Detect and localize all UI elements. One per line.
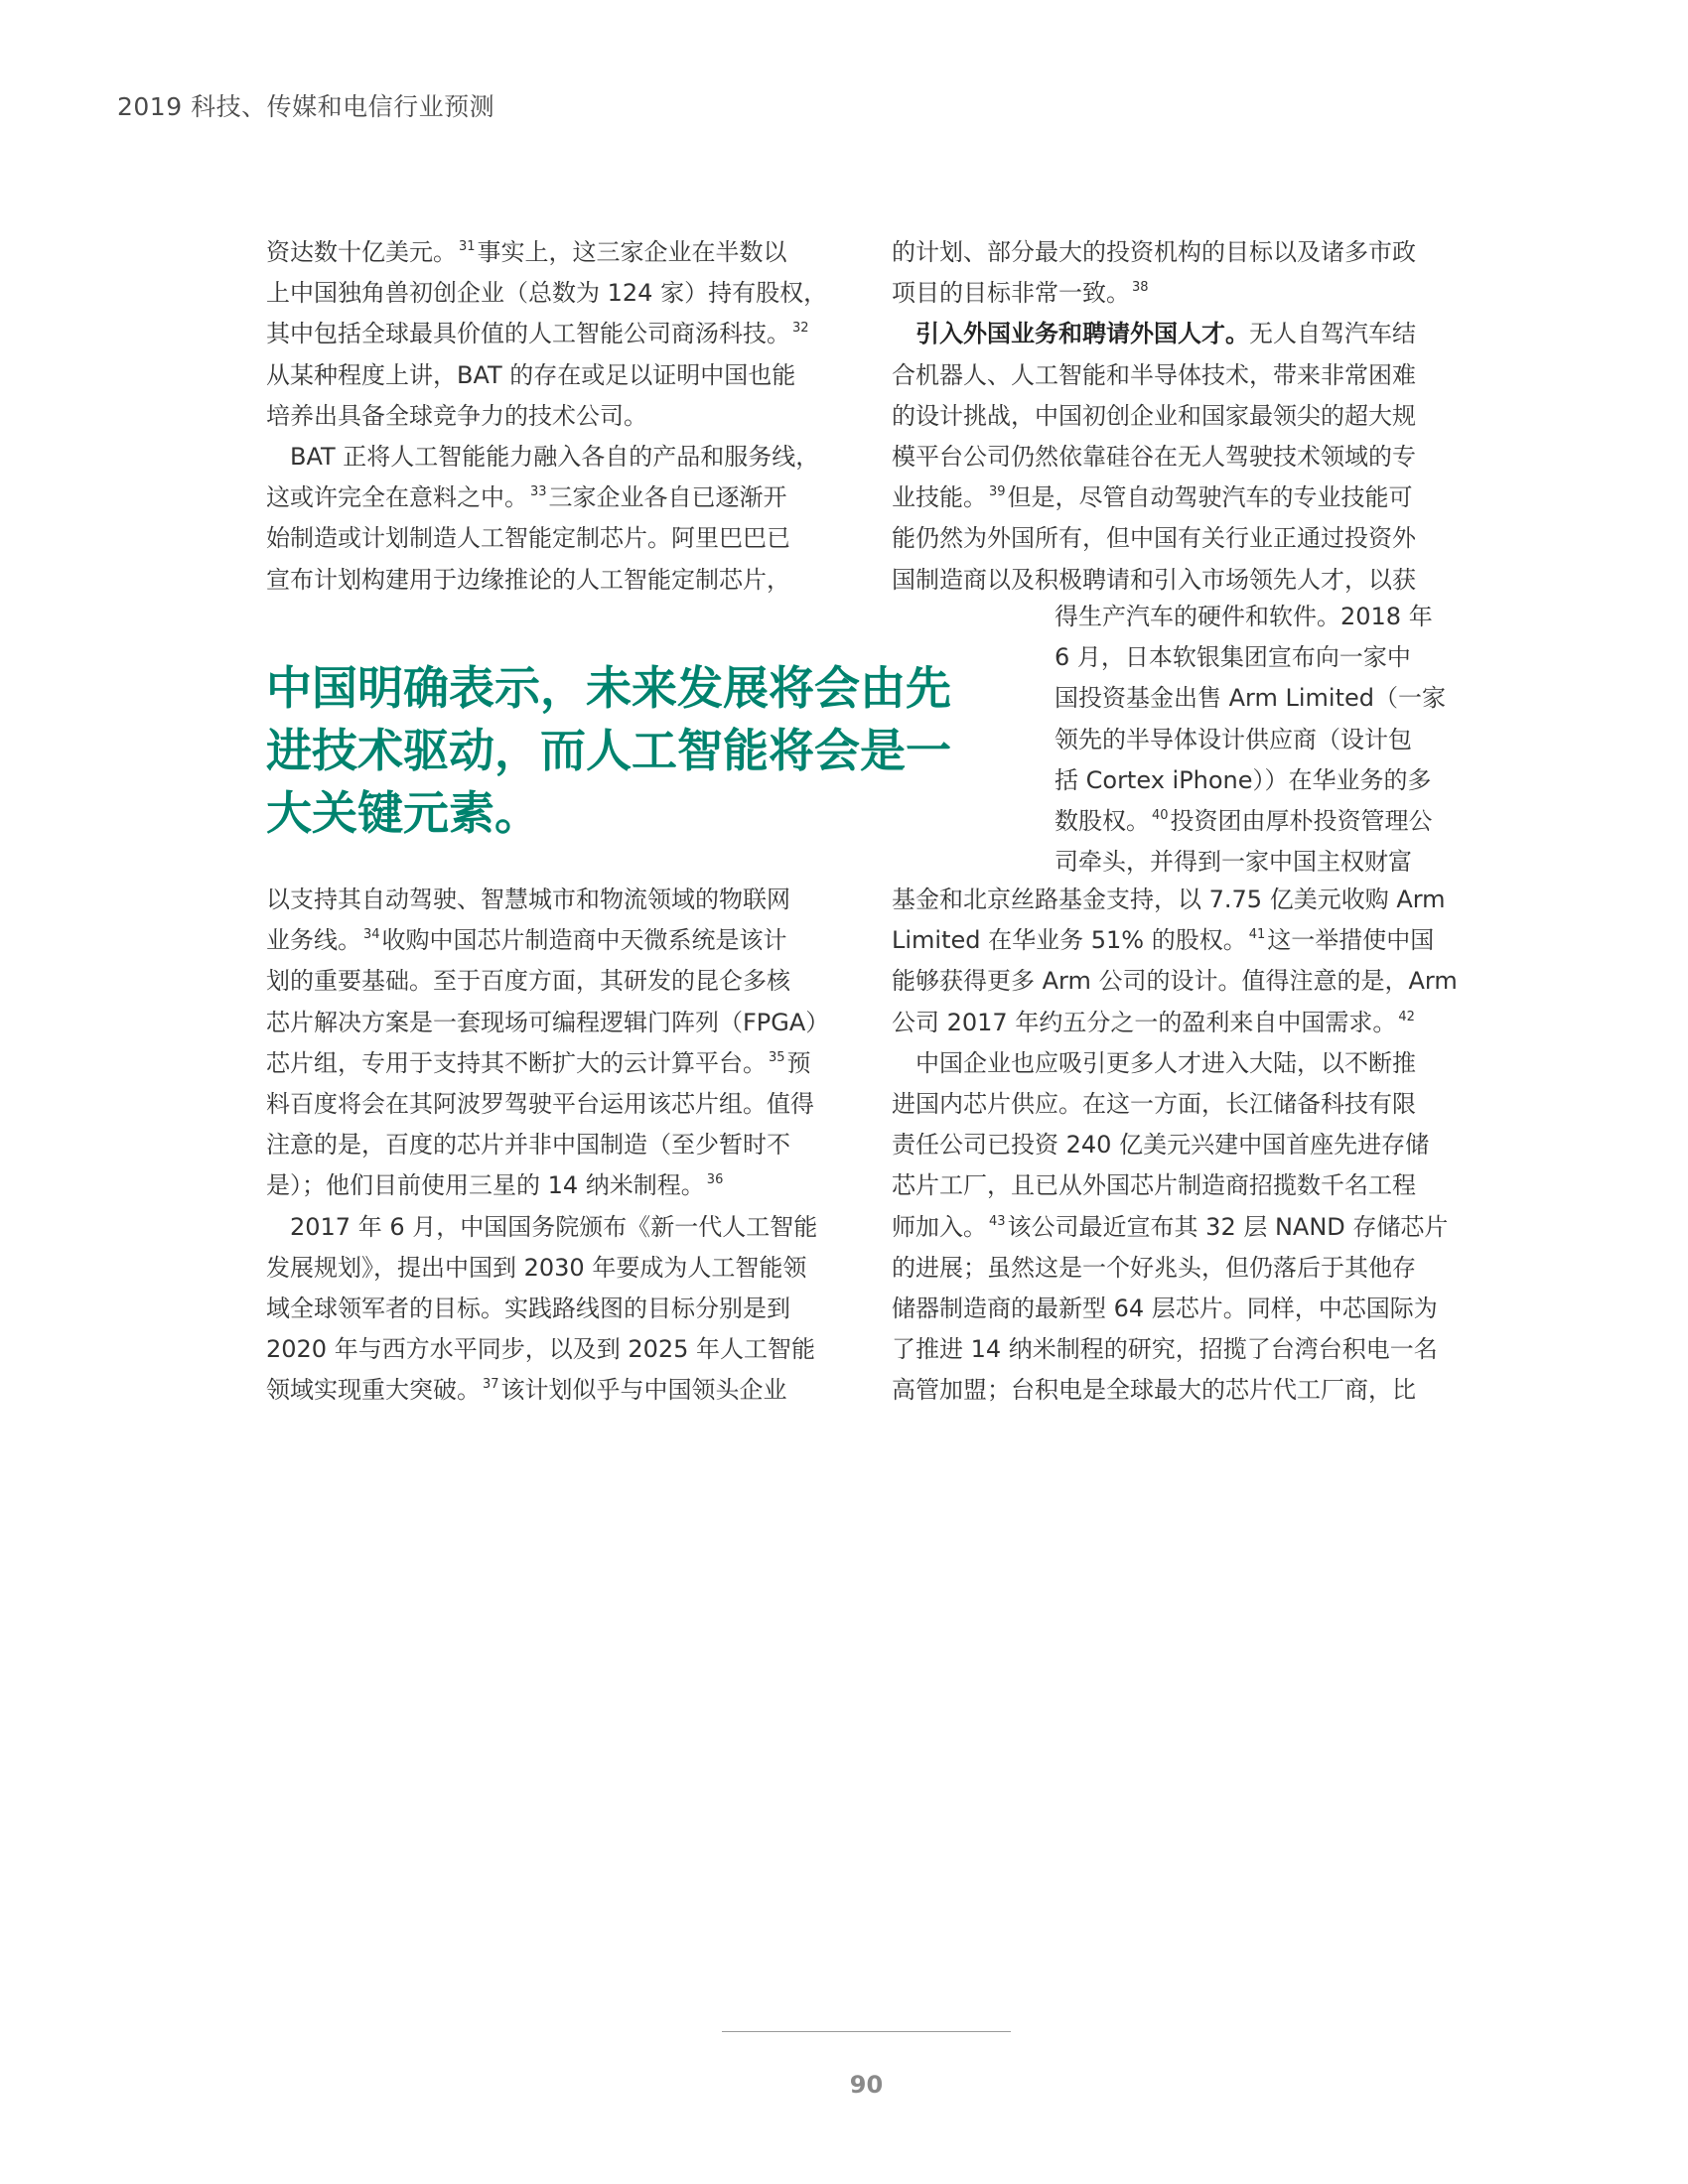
text-line: 公司 2017 年约五分之一的盈利来自中国需求。 $^{42}$ — [892, 1008, 1415, 1036]
text-line: 括 Cortex iPhone））在华业务的多 — [1055, 765, 1432, 794]
paragraph — [266, 1207, 842, 1412]
text-line: 模平台公司仍然依靠硅谷在无人驾驶技术领域的专 — [892, 443, 1416, 472]
footnote-ref: 39 — [989, 484, 1006, 500]
text-line: 合机器人、人工智能和半导体技术，带来非常困难 — [892, 360, 1416, 389]
page-number: 90 — [849, 2071, 884, 2099]
footnote-ref: 34 — [363, 927, 380, 943]
footnote-ref: 32 — [792, 321, 809, 337]
paragraph — [892, 880, 1468, 1043]
footnote-ref: 43 — [989, 1213, 1006, 1229]
footnote-ref: 40 — [1152, 808, 1169, 824]
footnote-ref: 33 — [530, 484, 547, 500]
text-line: 宣布计划构建用于边缘推论的人工智能定制芯片， — [266, 565, 790, 594]
footnote-ref: 38 — [1132, 280, 1149, 296]
text-line: 了推进 14 纳米制程的研究，招揽了台湾台积电一名 — [892, 1335, 1438, 1364]
paragraph — [892, 232, 1468, 314]
text-line: 资达数十亿美元。 $^{31}$事实上，这三家企业在半数以 — [266, 238, 787, 266]
text-line: 上中国独角兽初创企业（总数为 124 家）持有股权， — [266, 279, 828, 308]
text-line: 领域实现重大突破。 $^{37}$该计划似乎与中国领头企业 — [266, 1376, 787, 1405]
footnote-ref: 31 — [459, 239, 476, 254]
footnote-ref: 37 — [483, 1377, 499, 1393]
footer-divider — [722, 2031, 1011, 2032]
text-line: 域全球领军者的目标。实践路线图的目标分别是到 — [266, 1295, 790, 1323]
text-line: 司牵头，并得到一家中国主权财富 — [1055, 848, 1412, 877]
text-line: 业务线。 $^{34}$收购中国芯片制造商中天微系统是该计 — [266, 926, 787, 955]
left-column-lower — [266, 880, 842, 1412]
paragraph — [1055, 597, 1472, 883]
text-line: 从某种程度上讲，BAT 的存在或足以证明中国也能 — [266, 360, 796, 389]
right-column-narrow — [1055, 597, 1472, 883]
right-column-upper — [892, 232, 1468, 601]
text-line: 能仍然为外国所有，但中国有关行业正通过投资外 — [892, 524, 1416, 553]
paragraph-lead: 引入外国业务和聘请外国人才。 — [915, 320, 1249, 348]
text-line: 2020 年与西方水平同步，以及到 2025 年人工智能 — [266, 1335, 816, 1364]
footnote-ref: 41 — [1248, 927, 1266, 943]
pull-quote — [266, 657, 1021, 845]
text-line: 能够获得更多 Arm 公司的设计。值得注意的是，Arm — [892, 967, 1458, 996]
text-line: 师加入。 $^{43}$该公司最近宣布其 32 层 NAND 存储芯片 — [892, 1212, 1449, 1241]
text-line: 储器制造商的最新型 64 层芯片。同样，中芯国际为 — [892, 1295, 1438, 1323]
text-line: 6 月，日本软银集团宣布向一家中 — [1055, 643, 1411, 672]
text-line: 芯片工厂，且已从外国芯片制造商招揽数千名工程 — [892, 1171, 1416, 1200]
text-line: 进国内芯片供应。在这一方面，长江储备科技有限 — [892, 1090, 1416, 1119]
pull-quote-line: 进技术驱动，而人工智能将会是一 — [266, 724, 951, 777]
text-line: 是）；他们目前使用三星的 14 纳米制程。 $^{36}$ — [266, 1171, 724, 1200]
text-line: BAT 正将人工智能能力融入各自的产品和服务线， — [290, 443, 820, 472]
text-line: 其中包括全球最具价值的人工智能公司商汤科技。 $^{32}$ — [266, 320, 809, 348]
text-line: 始制造或计划制造人工智能定制芯片。阿里巴巴已 — [266, 524, 790, 553]
text-line: 国投资基金出售 Arm Limited（一家 — [1055, 684, 1446, 713]
right-column-lower — [892, 880, 1468, 1412]
text-line: 引入外国业务和聘请外国人才。无人自驾汽车结 — [915, 320, 1416, 348]
text-line: 芯片组，专用于支持其不断扩大的云计算平台。 $^{35}$预 — [266, 1048, 811, 1077]
text-line: 基金和北京丝路基金支持，以 7.75 亿美元收购 Arm — [892, 886, 1446, 913]
paragraph — [266, 232, 842, 437]
text-line: 2017 年 6 月，中国国务院颁布《新一代人工智能 — [290, 1212, 818, 1241]
paragraph — [892, 1043, 1468, 1412]
text-line: 芯片解决方案是一套现场可编程逻辑门阵列（FPGA） — [266, 1008, 830, 1036]
left-column-upper — [266, 232, 842, 601]
text-line: 领先的半导体设计供应商（设计包 — [1055, 725, 1412, 753]
text-line: 培养出具备全球竞争力的技术公司。 — [266, 401, 647, 430]
text-line: 这或许完全在意料之中。 $^{33}$三家企业各自已逐渐开 — [266, 483, 787, 512]
text-line: 高管加盟；台积电是全球最大的芯片代工厂商，比 — [892, 1376, 1416, 1405]
text-line: 料百度将会在其阿波罗驾驶平台运用该芯片组。值得 — [266, 1090, 814, 1119]
text-line: 数股权。 $^{40}$投资团由厚朴投资管理公 — [1055, 807, 1433, 836]
text-line: 得生产汽车的硬件和软件。2018 年 — [1055, 603, 1433, 630]
text-line: 以支持其自动驾驶、智慧城市和物流领域的物联网 — [266, 886, 790, 913]
footnote-ref: 42 — [1398, 1009, 1415, 1024]
text-line: Limited 在华业务 51% 的股权。 $^{41}$这一举措使中国 — [892, 926, 1435, 955]
footnote-ref: 35 — [769, 1049, 785, 1065]
text-line: 的进展；虽然这是一个好兆头，但仍落后于其他存 — [892, 1253, 1416, 1282]
pull-quote-line: 中国明确表示，未来发展将会由先 — [266, 661, 951, 715]
running-header: 2019 科技、传媒和电信行业预测 — [117, 92, 495, 121]
text-line: 注意的是，百度的芯片并非中国制造（至少暂时不 — [266, 1131, 790, 1160]
paragraph — [892, 314, 1468, 600]
text-line: 业技能。 $^{39}$但是，尽管自动驾驶汽车的专业技能可 — [892, 483, 1413, 512]
text-line: 的计划、部分最大的投资机构的目标以及诸多市政 — [892, 238, 1416, 266]
text-line: 中国企业也应吸引更多人才进入大陆，以不断推 — [915, 1048, 1416, 1077]
text-line: 的设计挑战，中国初创企业和国家最领尖的超大规 — [892, 401, 1416, 430]
pull-quote-line: 大关键元素。 — [266, 786, 540, 840]
text-line: 国制造商以及积极聘请和引入市场领先人才，以获 — [892, 565, 1416, 594]
paragraph — [266, 880, 842, 1207]
paragraph — [266, 437, 842, 601]
text-line: 项目的目标非常一致。 $^{38}$ — [892, 279, 1149, 308]
text-line: 划的重要基础。至于百度方面，其研发的昆仑多核 — [266, 967, 790, 996]
text-line: 发展规划》，提出中国到 2030 年要成为人工智能领 — [266, 1253, 807, 1282]
text-line: 责任公司已投资 240 亿美元兴建中国首座先进存储 — [892, 1131, 1430, 1160]
footnote-ref: 36 — [706, 1172, 724, 1188]
